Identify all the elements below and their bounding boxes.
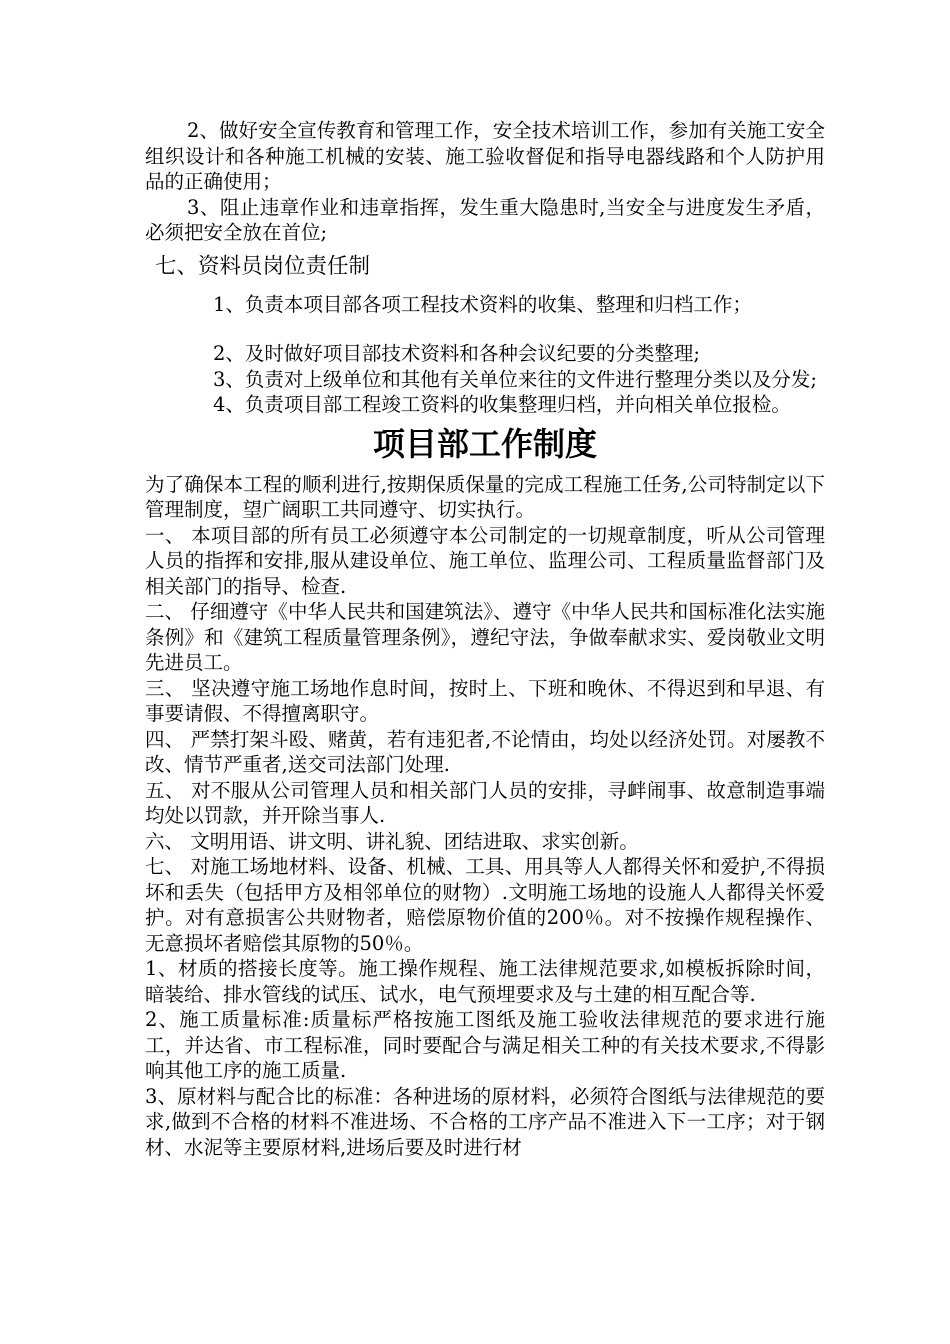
rule-7: 七、 对施工场地材料、设备、机械、工具、用具等人人都得关怀和爱护,不得损坏和丢失（包括甲方及相邻单位的财物）.文明施工场地的设施人人都得关怀爱护。对有意损害公共财物者，赔偿原物价值的200％。对不按操作规程操作、无意损坏者赔偿其原物的50％。 [145, 855, 825, 955]
intro-paragraph: 为了确保本工程的顺利进行,按期保质保量的完成工程施工任务,公司特制定以下管理制度，望广阔职工共同遵守、切实执行。 [145, 472, 825, 521]
sub-rule-2: 2、施工质量标准:质量标严格按施工图纸及施工验收法律规范的要求进行施工，并达省、市工程标准，同时要配合与满足相关工种的有关技术要求,不得影响其他工序的施工质量. [145, 1008, 825, 1082]
rule-6: 六、 文明用语、讲文明、讲礼貌、团结进取、求实创新。 [145, 829, 639, 853]
top-item-3: 3、阻止违章作业和违章指挥，发生重大隐患时,当安全与进度发生矛盾，必须把安全放在首位; [145, 195, 825, 244]
section-item-3: 3、负责对上级单位和其他有关单位来往的文件进行整理分类以及分发; [213, 367, 817, 391]
section-item-4: 4、负责项目部工程竣工资料的收集整理归档，并向相关单位报检。 [213, 393, 791, 416]
section-item-1: 1、负责本项目部各项工程技术资料的收集、整理和归档工作； [213, 292, 752, 316]
top-item-2: 2、做好安全宣传教育和管理工作，安全技术培训工作，参加有关施工安全组织设计和各种施工机械的安装、施工验收督促和指导电器线路和个人防护用品的正确使用； [145, 119, 825, 193]
rule-2: 二、 仔细遵守《中华人民共和国建筑法》、遵守《中华人民共和国标准化法实施条例》和《建筑工程质量管理条例》，遵纪守法，争做奉献求实、爱岗敬业文明先进员工。 [145, 600, 825, 674]
section-item-2: 2、及时做好项目部技术资料和各种会议纪要的分类整理; [213, 342, 700, 365]
sub-rule-1: 1、材质的搭接长度等。施工操作规程、施工法律规范要求,如模板拆除时间，暗装给、排水管线的试压、试水，电气预埋要求及与土建的相互配合等. [145, 957, 825, 1006]
document-page [145, 118, 825, 1160]
section-heading: 七、资料员岗位责任制 [155, 253, 371, 279]
sub-rule-3: 3、原材料与配合比的标准：各种进场的原材料，必须符合图纸与法律规范的要求,做到不合格的材料不准进场、不合格的工序产品不准进入下一工序；对于钢材、水泥等主要原材料,进场后要及时进行材 [145, 1084, 825, 1159]
rule-4: 四、 严禁打架斗殴、赌黄，若有违犯者,不论情由，均处以经济处罚。对屡教不改、情节严重者,送交司法部门处理. [145, 727, 825, 776]
blank-line [145, 317, 825, 341]
rule-3: 三、 坚决遵守施工场地作息时间，按时上、下班和晚休、不得迟到和早退、有事要请假、不得擅离职守。 [145, 676, 825, 725]
rule-1: 一、 本项目部的所有员工必须遵守本公司制定的一切规章制度，听从公司管理人员的指挥和安排,服从建设单位、施工单位、监理公司、工程质量监督部门及相关部门的指导、检查. [145, 523, 825, 598]
rule-5: 五、 对不服从公司管理人员和相关部门人员的安排，寻衅闹事、故意制造事端均处以罚款，并开除当事人. [145, 778, 825, 827]
page-title: 项目部工作制度 [372, 424, 597, 463]
